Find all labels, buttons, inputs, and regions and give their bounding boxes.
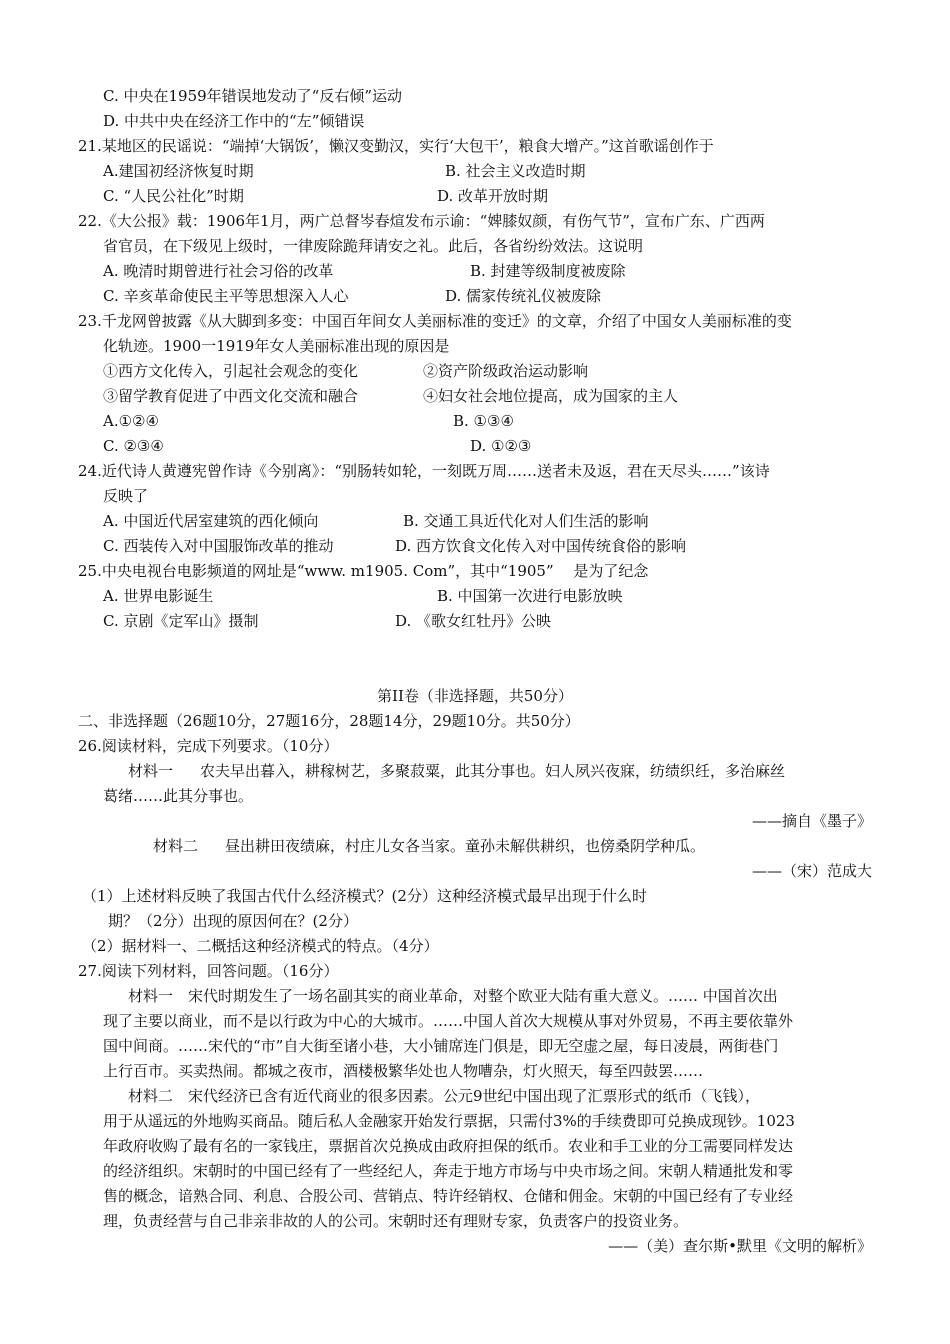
q24-option-b: B. 交通工具近代化对人们生活的影响 xyxy=(403,512,649,530)
q23-items-12 xyxy=(0,359,950,384)
q24-option-c: C. 西装传入对中国服饰改革的推动 xyxy=(103,537,334,555)
q23-option-b: B. ①③④ xyxy=(453,412,514,430)
q23-options-cd xyxy=(0,434,950,459)
q26-material2-source: ——（宋）范成大 xyxy=(751,862,872,880)
q26-stem: 26.阅读材料，完成下列要求。（10分） xyxy=(78,737,339,755)
q21-option-b: B. 社会主义改造时期 xyxy=(445,162,586,180)
q21-options-cd xyxy=(0,184,950,209)
q26-material1-label: 材料一 xyxy=(128,762,174,780)
q23-option-a: A.①②④ xyxy=(103,412,159,430)
q27-source: ——（美）查尔斯•默里《文明的解析》 xyxy=(608,1237,872,1255)
q22-option-d: D. 儒家传统礼仪被废除 xyxy=(445,287,602,305)
q25-option-b: B. 中国第一次进行电影放映 xyxy=(437,587,623,605)
q23-item-1: ①西方文化传入，引起社会观念的变化 xyxy=(103,362,359,380)
q27-material1-line4: 上行百市。买卖热闹。都城之夜市，酒楼极繁华处也人物嘈杂，灯火照天，每至四鼓罢…… xyxy=(103,1062,704,1080)
q25-option-d: D. 《歌女红牡丹》公映 xyxy=(395,612,552,630)
q24-options-ab xyxy=(0,509,950,534)
q25-stem: 25.中央电视台电影频道的网址是“www. m1905. Com”，其中“1905” 是为了纪念 xyxy=(78,562,649,580)
q27-material1-line2: 现了主要以商业，而不是以行政为中心的大城市。……中国人首次大规模从事对外贸易，不再主要依靠外 xyxy=(103,1012,794,1030)
q21-option-c: C. “人民公社化”时期 xyxy=(103,187,244,205)
q24-option-d: D. 西方饮食文化传入对中国传统食俗的影响 xyxy=(395,537,687,555)
q26-material1-text1: 农夫早出暮入，耕稼树艺，多聚菽粟，此其分事也。妇人夙兴夜寐，纺绩织纴，多治麻丝 xyxy=(200,762,786,780)
q26-sub1-line1: （1）上述材料反映了我国古代什么经济模式？(2分）这种经济模式最早出现于什么时 xyxy=(82,887,647,905)
q26-sub2: （2）据材料一、二概括这种经济模式的特点。（4分） xyxy=(82,937,439,955)
q27-material2-line5: 售的概念，谙熟合同、利息、合股公司、营销点、特许经销权、仓储和佣金。宋朝的中国已经有了专业经 xyxy=(103,1187,794,1205)
q27-material1-line3: 国中间商。……宋代的“市”自大街至诸小巷，大小铺席连门俱是，即无空虚之屋，每日凌晨，两街巷门 xyxy=(103,1037,779,1055)
q23-item-2: ②资产阶级政治运动影响 xyxy=(423,362,589,380)
q22-options-ab xyxy=(0,259,950,284)
q21-option-d: D. 改革开放时期 xyxy=(437,187,549,205)
q20-option-d: D. 中共中央在经济工作中的“左”倾错误 xyxy=(103,112,365,130)
q26-material2-label: 材料二 xyxy=(153,837,199,855)
q22-option-c: C. 辛亥革命使民主平等思想深入人心 xyxy=(103,287,349,305)
q23-option-d: D. ①②③ xyxy=(470,437,532,455)
q20-option-c: C. 中央在1959年错误地发动了“反右倾”运动 xyxy=(103,87,402,105)
q23-items-34 xyxy=(0,384,950,409)
q23-option-c: C. ②③④ xyxy=(103,437,164,455)
q25-options-ab xyxy=(0,584,950,609)
q27-material2-line2: 用于从遥远的外地购买商品。随后私人金融家开始发行票据，只需付3%的手续费即可兑换成现钞。1023 xyxy=(103,1112,795,1130)
q24-stem-line1: 24.近代诗人黄遵宪曾作诗《今别离》：“别肠转如轮，一刻既万周……送者未及返，君在天尽头……”该诗 xyxy=(78,462,770,480)
q23-options-ab xyxy=(0,409,950,434)
part2-title: 第II卷（非选择题，共50分） xyxy=(377,687,573,705)
q26-material1-line1 xyxy=(0,759,950,784)
q27-stem: 27.阅读下列材料，回答问题。（16分） xyxy=(78,962,339,980)
q22-options-cd xyxy=(0,284,950,309)
q22-option-b: B. 封建等级制度被废除 xyxy=(470,262,626,280)
q23-item-3: ③留学教育促进了中西文化交流和融合 xyxy=(103,387,359,405)
q26-material2-text: 昼出耕田夜绩麻，村庄儿女各当家。童孙未解供耕织，也傍桑阴学种瓜。 xyxy=(225,837,706,855)
q21-option-a: A.建国初经济恢复时期 xyxy=(103,162,254,180)
q26-material1-line2: 葛绪……此其分事也。 xyxy=(103,787,254,805)
part2-section-heading: 二、非选择题（26题10分，27题16分，28题14分，29题10分。共50分） xyxy=(78,712,580,730)
q26-material1-source: ——摘自《墨子》 xyxy=(751,812,872,830)
section-gap xyxy=(0,634,950,684)
q25-option-c: C. 京剧《定军山》摄制 xyxy=(103,612,259,630)
q27-material2-line6: 理，负责经营与自己非亲非故的人的公司。宋朝时还有理财专家，负责客户的投资业务。 xyxy=(103,1212,689,1230)
q24-stem-line2: 反映了 xyxy=(103,487,149,505)
q25-option-a: A. 世界电影诞生 xyxy=(103,587,214,605)
q26-material2-line xyxy=(0,834,950,859)
q26-sub1-line2: 期？（2分）出现的原因何在？(2分） xyxy=(108,912,358,930)
q27-material2-line4: 的经济组织。宋朝时的中国已经有了一些经纪人，奔走于地方市场与中央市场之间。宋朝人精通批发和零 xyxy=(103,1162,794,1180)
q21-stem: 21.某地区的民谣说：“端掉‘大锅饭’，懒汉变勤汉，实行‘大包干’，粮食大增产。”这首歌谣创作于 xyxy=(78,137,714,155)
q24-options-cd xyxy=(0,534,950,559)
q27-material2-line1: 材料二 宋代经济已含有近代商业的很多因素。公元9世纪中国出现了汇票形式的纸币（飞钱）， xyxy=(128,1087,761,1105)
q25-options-cd xyxy=(0,609,950,634)
q23-stem-line2: 化轨迹。1900一1919年女人美丽标准出现的原因是 xyxy=(103,337,450,355)
q23-item-4: ④妇女社会地位提高，成为国家的主人 xyxy=(423,387,679,405)
q24-option-a: A. 中国近代居室建筑的西化倾向 xyxy=(103,512,319,530)
q27-material2-line3: 年政府收购了最有名的一家钱庄，票据首次兑换成由政府担保的纸币。农业和手工业的分工需要同样发达 xyxy=(103,1137,794,1155)
q22-option-a: A. 晚清时期曾进行社会习俗的改革 xyxy=(103,262,334,280)
q22-stem-line1: 22.《大公报》载：1906年1月，两广总督岑春煊发布示谕：“婢膝奴颜，有伤气节”，宣布广东、广西两 xyxy=(78,212,765,230)
q22-stem-line2: 省官员，在下级见上级时，一律废除跪拜请安之礼。此后，各省纷纷效法。这说明 xyxy=(103,237,644,255)
exam-page xyxy=(0,84,950,1259)
q23-stem-line1: 23.千龙网曾披露《从大脚到多变：中国百年间女人美丽标准的变迁》的文章，介绍了中国女人美丽标准的变 xyxy=(78,312,792,330)
q27-material1-line1: 材料一 宋代时期发生了一场名副其实的商业革命，对整个欧亚大陆有重大意义。…… 中国首次出 xyxy=(128,987,778,1005)
q21-options-ab xyxy=(0,159,950,184)
